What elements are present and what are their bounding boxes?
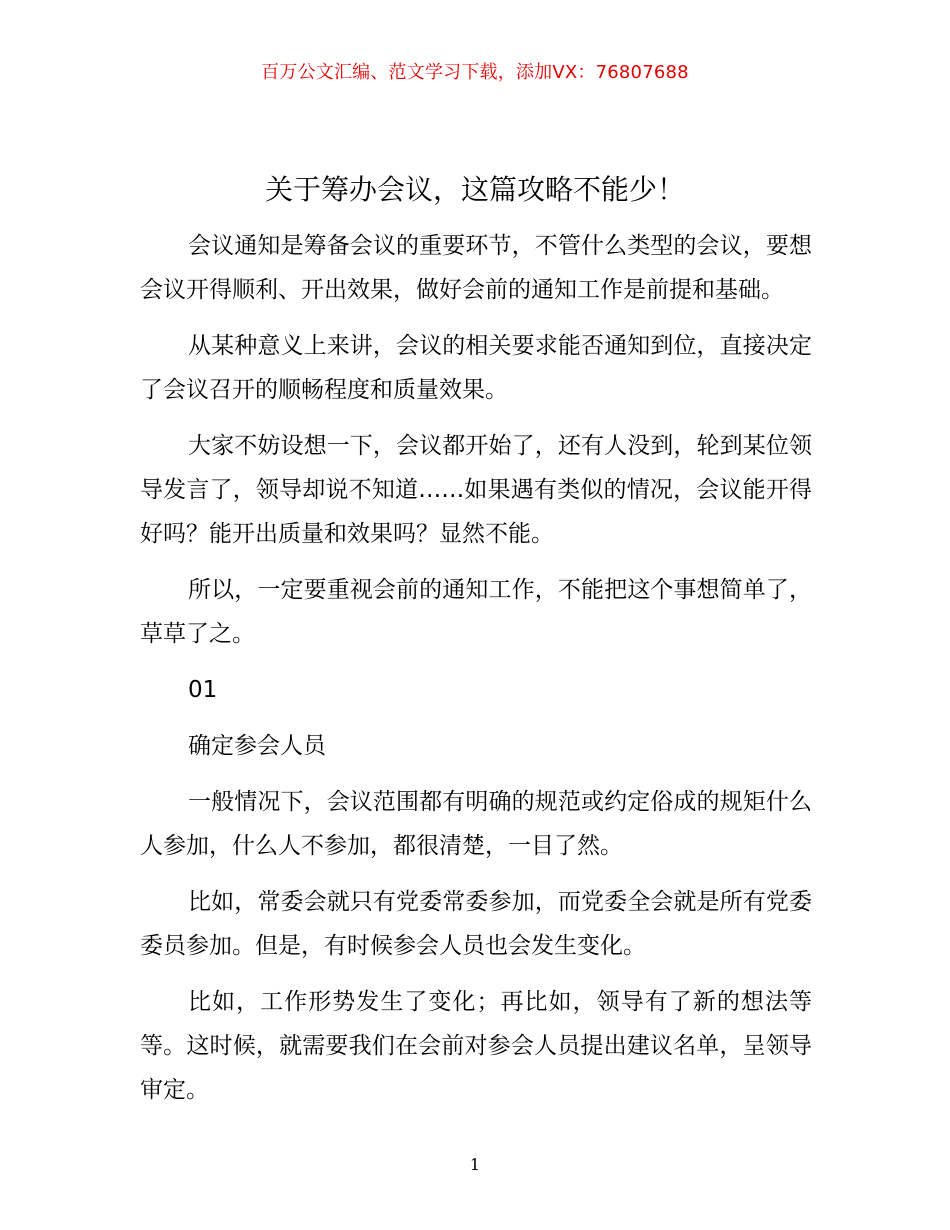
paragraph-intro: 会议通知是筹备会议的重要环节，不管什么类型的会议，要想会议开得顺利、开出效果，做好会前的通知工作是前提和基础。 xyxy=(140,233,812,303)
paragraph-scenario: 大家不妨设想一下，会议都开始了，还有人没到，轮到某位领导发言了，领导却说不知道……如果遇有类似的情况，会议能开得好吗？能开出质量和效果吗？显然不能。 xyxy=(140,433,812,547)
page-number: 1 xyxy=(469,1155,481,1174)
paragraph-changes: 比如，工作形势发生了变化；再比如，领导有了新的想法等等。这时候，就需要我们在会前对参会人员提出建议名单，呈领导审定。 xyxy=(140,989,812,1103)
header-watermark-note: 百万公文汇编、范文学习下载，添加VX：76807688 xyxy=(261,62,689,83)
paragraph-significance: 从某种意义上来讲，会议的相关要求能否通知到位，直接决定了会议召开的顺畅程度和质量效果。 xyxy=(140,333,812,403)
document-title: 关于筹办会议，这篇攻略不能少！ xyxy=(264,173,685,206)
section-heading: 确定参会人员 xyxy=(188,733,326,759)
paragraph-scope: 一般情况下，会议范围都有明确的规范或约定俗成的规矩什么人参加，什么人不参加，都很清楚，一目了然。 xyxy=(140,789,812,859)
section-number: 01 xyxy=(188,677,218,703)
paragraph-conclusion: 所以，一定要重视会前的通知工作，不能把这个事想简单了，草草了之。 xyxy=(140,577,812,647)
paragraph-example: 比如，常委会就只有党委常委参加，而党委全会就是所有党委委员参加。但是，有时候参会人员也会发生变化。 xyxy=(140,889,812,959)
document-body xyxy=(140,224,812,1124)
